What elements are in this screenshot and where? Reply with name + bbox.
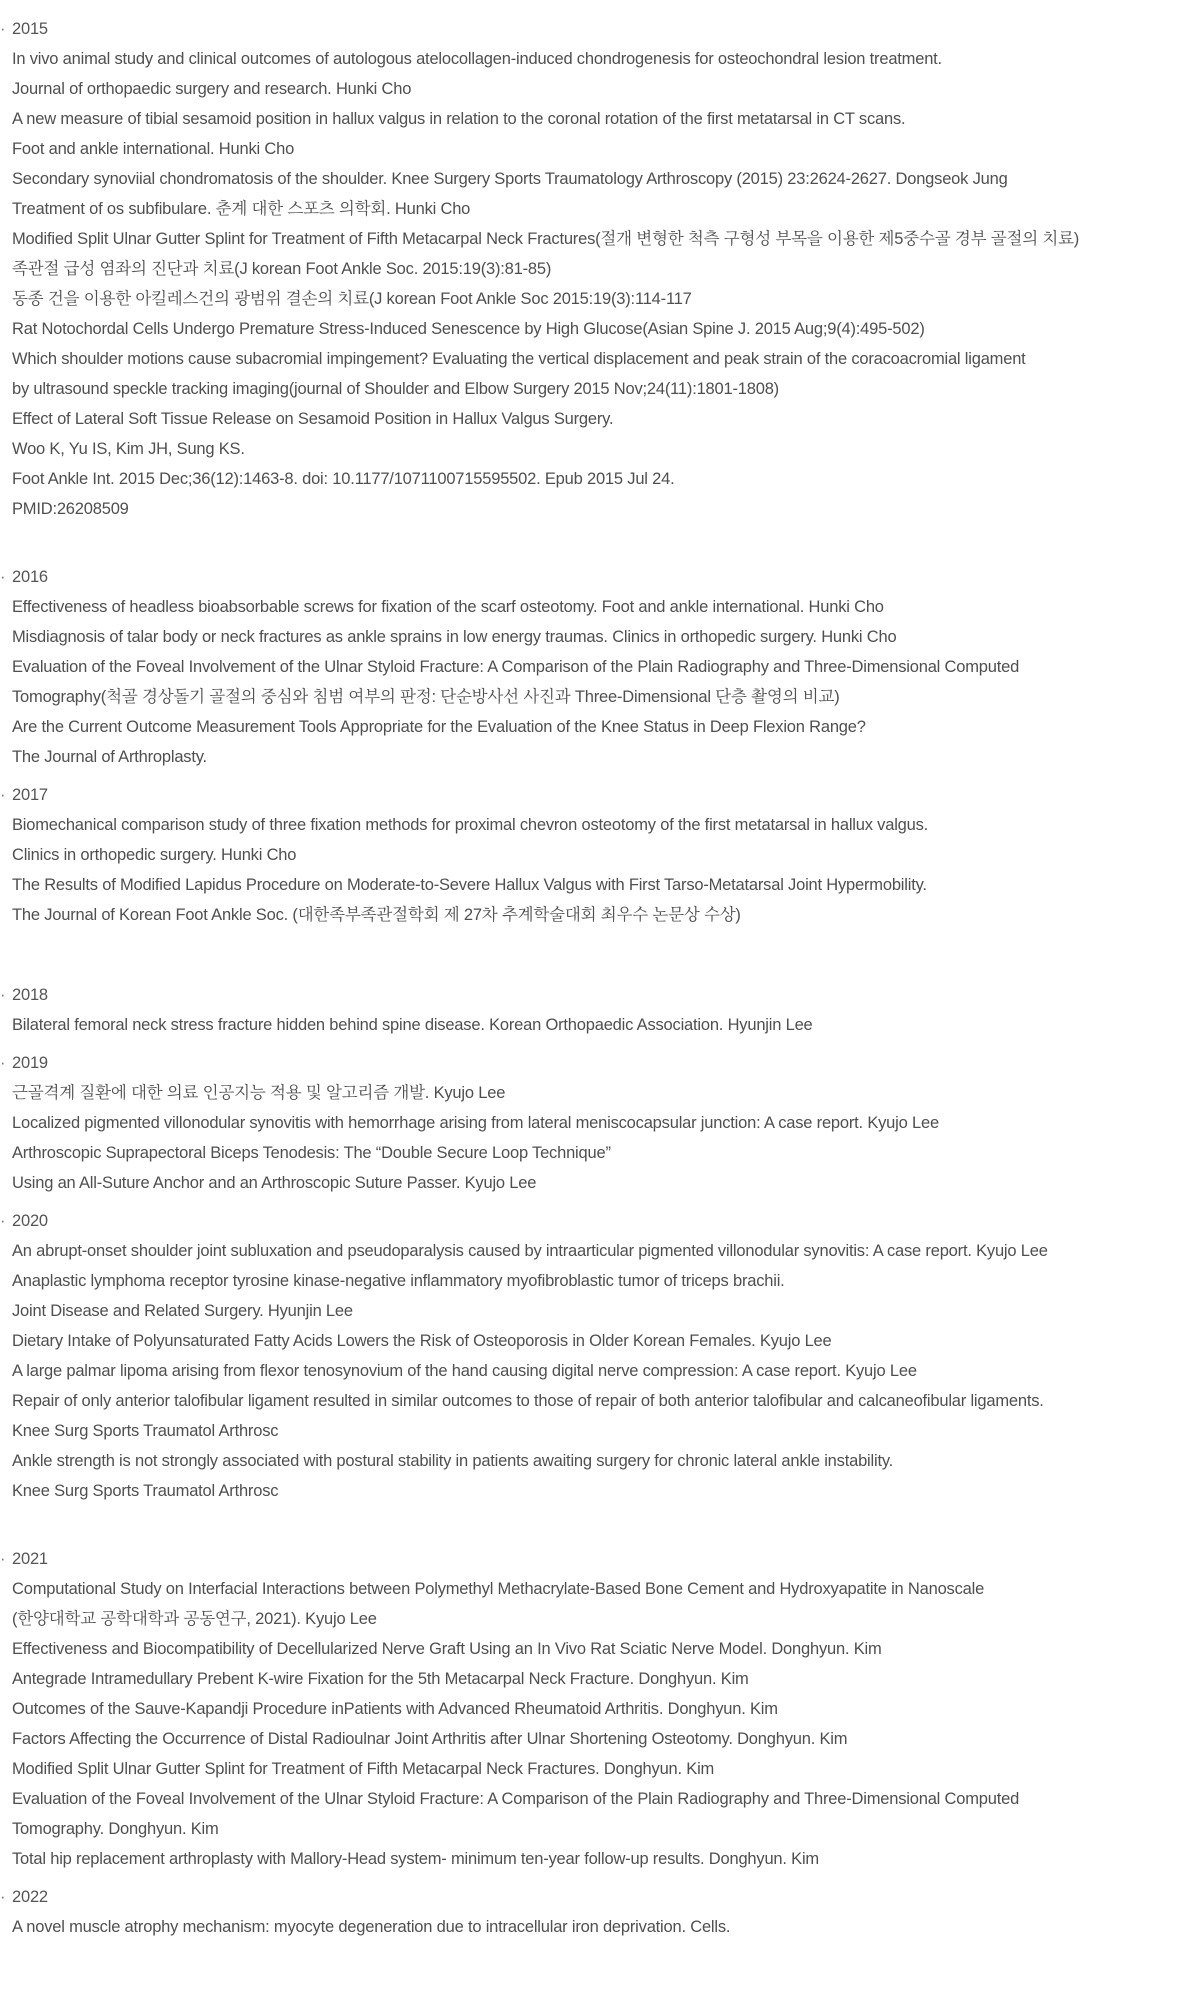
entry-list — [0, 1574, 1200, 1874]
year-heading — [0, 1206, 1200, 1236]
section-spacer — [0, 772, 1200, 780]
list-item: Clinics in orthopedic surgery. Hunki Cho — [12, 846, 297, 864]
list-item: Bilateral femoral neck stress fracture hidden behind spine disease. Korean Orthopaedic Association. Hyunjin Lee — [12, 1016, 813, 1034]
list-item: Anaplastic lymphoma receptor tyrosine kinase-negative inflammatory myofibroblastic tumor of triceps brachii. — [12, 1272, 785, 1290]
list-item: Effect of Lateral Soft Tissue Release on Sesamoid Position in Hallux Valgus Surgery. — [12, 410, 614, 428]
entry-list — [0, 592, 1200, 772]
entry-list — [0, 1912, 1200, 1942]
list-item: Biomechanical comparison study of three fixation methods for proximal chevron osteotomy of the first metatarsal in hallux valgus. — [12, 816, 929, 834]
list-item: Modified Split Ulnar Gutter Splint for Treatment of Fifth Metacarpal Neck Fractures(절개 변형한 척측 구형성 부목을 이용한 제5중수골 경부 골절의 치료) — [12, 230, 1080, 248]
section-spacer — [0, 930, 1200, 980]
entry-list — [0, 44, 1200, 524]
list-item: Rat Notochordal Cells Undergo Premature Stress-Induced Senescence by High Glucose(Asian Spine J. 2015 Aug;9(4):495-502) — [12, 320, 925, 338]
list-item: Computational Study on Interfacial Interactions between Polymethyl Methacrylate-Based Bone Cement and Hydroxyapatite in Nanoscale — [12, 1580, 985, 1598]
year-label: 2016 — [12, 568, 48, 586]
list-item: Secondary synoviial chondromatosis of the shoulder. Knee Surgery Sports Traumatology Arthroscopy (2015) 23:2624-2627. Dongseok Jung — [12, 170, 1008, 188]
year-heading — [0, 780, 1200, 810]
list-item: Arthroscopic Suprapectoral Biceps Tenodesis: The “Double Secure Loop Technique” — [12, 1144, 611, 1162]
list-item: Localized pigmented villonodular synovitis with hemorrhage arising from lateral meniscocapsular junction: A case report. Kyujo Lee — [12, 1114, 939, 1132]
list-item: Journal of orthopaedic surgery and research. Hunki Cho — [12, 80, 412, 98]
list-item: by ultrasound speckle tracking imaging(journal of Shoulder and Elbow Surgery 2015 Nov;24(11):1801-1808) — [12, 380, 779, 398]
section-spacer — [0, 1874, 1200, 1882]
list-item: Factors Affecting the Occurrence of Distal Radioulnar Joint Arthritis after Ulnar Shortening Osteotomy. Donghyun. Kim — [12, 1730, 848, 1748]
year-section-2016 — [0, 562, 1200, 772]
entry-list — [0, 1236, 1200, 1506]
year-heading — [0, 1544, 1200, 1574]
section-spacer — [0, 1040, 1200, 1048]
list-item: Effectiveness of headless bioabsorbable screws for fixation of the scarf osteotomy. Foot and ankle international. Hunki Cho — [12, 598, 884, 616]
entry-list — [0, 1078, 1200, 1198]
bullet-dot-icon: · — [0, 1550, 6, 1568]
list-item: 근골격계 질환에 대한 의료 인공지능 적용 및 알고리즘 개발. Kyujo Lee — [12, 1084, 506, 1102]
list-item: 족관절 급성 염좌의 진단과 치료(J korean Foot Ankle Soc. 2015:19(3):81-85) — [12, 260, 552, 278]
year-section-2021 — [0, 1544, 1200, 1874]
list-item: (한양대학교 공학대학과 공동연구, 2021). Kyujo Lee — [12, 1610, 377, 1628]
list-item: Total hip replacement arthroplasty with Mallory-Head system- minimum ten-year follow-up results. Donghyun. Kim — [12, 1850, 819, 1868]
list-item: PMID:26208509 — [12, 500, 129, 518]
list-item: Joint Disease and Related Surgery. Hyunjin Lee — [12, 1302, 353, 1320]
list-item: Woo K, Yu IS, Kim JH, Sung KS. — [12, 440, 245, 458]
year-label: 2015 — [12, 20, 48, 38]
list-item: Foot and ankle international. Hunki Cho — [12, 140, 295, 158]
list-item: Modified Split Ulnar Gutter Splint for Treatment of Fifth Metacarpal Neck Fractures. Donghyun. Kim — [12, 1760, 715, 1778]
year-label: 2017 — [12, 786, 48, 804]
list-item: A large palmar lipoma arising from flexor tenosynovium of the hand causing digital nerve compression: A case report. Kyujo Lee — [12, 1362, 917, 1380]
bullet-dot-icon: · — [0, 20, 6, 38]
section-spacer — [0, 524, 1200, 562]
list-item: Outcomes of the Sauve-Kapandji Procedure inPatients with Advanced Rheumatoid Arthritis. Donghyun. Kim — [12, 1700, 778, 1718]
bullet-dot-icon: · — [0, 1212, 6, 1230]
list-item: Using an All-Suture Anchor and an Arthroscopic Suture Passer. Kyujo Lee — [12, 1174, 537, 1192]
section-spacer — [0, 1506, 1200, 1544]
year-label: 2020 — [12, 1212, 48, 1230]
year-heading — [0, 14, 1200, 44]
list-item: Repair of only anterior talofibular ligament resulted in similar outcomes to those of repair of both anterior talofibular and calcaneofibular ligaments. — [12, 1392, 1044, 1410]
bullet-dot-icon: · — [0, 1054, 6, 1072]
section-spacer — [0, 1198, 1200, 1206]
list-item: A novel muscle atrophy mechanism: myocyte degeneration due to intracellular iron deprivation. Cells. — [12, 1918, 731, 1936]
list-item: Ankle strength is not strongly associated with postural stability in patients awaiting surgery for chronic lateral ankle instability. — [12, 1452, 894, 1470]
year-heading — [0, 980, 1200, 1010]
year-label: 2018 — [12, 986, 48, 1004]
year-section-2022 — [0, 1882, 1200, 1942]
year-label: 2022 — [12, 1888, 48, 1906]
year-section-2019 — [0, 1048, 1200, 1198]
year-heading — [0, 562, 1200, 592]
list-item: Foot Ankle Int. 2015 Dec;36(12):1463-8. doi: 10.1177/1071100715595502. Epub 2015 Jul 24. — [12, 470, 675, 488]
list-item: Knee Surg Sports Traumatol Arthrosc — [12, 1422, 279, 1440]
list-item: Evaluation of the Foveal Involvement of the Ulnar Styloid Fracture: A Comparison of the Plain Radiography and Three-Dimensional Computed — [12, 1790, 1020, 1808]
year-heading — [0, 1048, 1200, 1078]
list-item: Tomography. Donghyun. Kim — [12, 1820, 219, 1838]
list-item: The Results of Modified Lapidus Procedure on Moderate-to-Severe Hallux Valgus with First Tarso-Metatarsal Joint Hypermobility. — [12, 876, 927, 894]
entry-list — [0, 810, 1200, 930]
list-item: The Journal of Korean Foot Ankle Soc. (대한족부족관절학회 제 27차 추계학술대회 최우수 논문상 수상) — [12, 906, 741, 924]
bullet-dot-icon: · — [0, 1888, 6, 1906]
list-item: Tomography(척골 경상돌기 골절의 중심와 침범 여부의 판정: 단순방사선 사진과 Three-Dimensional 단층 촬영의 비교) — [12, 688, 840, 706]
list-item: Knee Surg Sports Traumatol Arthrosc — [12, 1482, 279, 1500]
list-item: 동종 건을 이용한 아킬레스건의 광범위 결손의 치료(J korean Foot Ankle Soc 2015:19(3):114-117 — [12, 290, 692, 308]
list-item: An abrupt-onset shoulder joint subluxation and pseudoparalysis caused by intraarticular pigmented villonodular synovitis: A case report. Kyujo Lee — [12, 1242, 1048, 1260]
year-label: 2019 — [12, 1054, 48, 1072]
year-section-2015 — [0, 14, 1200, 524]
year-heading — [0, 1882, 1200, 1912]
list-item: Which shoulder motions cause subacromial impingement? Evaluating the vertical displacement and peak strain of the coracoacromial ligament — [12, 350, 1026, 368]
bullet-dot-icon: · — [0, 568, 6, 586]
bullet-dot-icon: · — [0, 986, 6, 1004]
list-item: The Journal of Arthroplasty. — [12, 748, 207, 766]
year-section-2018 — [0, 980, 1200, 1040]
list-item: Antegrade Intramedullary Prebent K-wire Fixation for the 5th Metacarpal Neck Fracture. Donghyun. Kim — [12, 1670, 749, 1688]
list-item: Effectiveness and Biocompatibility of Decellularized Nerve Graft Using an In Vivo Rat Sciatic Nerve Model. Donghyun. Kim — [12, 1640, 882, 1658]
year-section-2017 — [0, 780, 1200, 930]
list-item: Dietary Intake of Polyunsaturated Fatty Acids Lowers the Risk of Osteoporosis in Older Korean Females. Kyujo Lee — [12, 1332, 832, 1350]
entry-list — [0, 1010, 1200, 1040]
list-item: Are the Current Outcome Measurement Tools Appropriate for the Evaluation of the Knee Status in Deep Flexion Range? — [12, 718, 866, 736]
year-section-2020 — [0, 1206, 1200, 1506]
list-item: Evaluation of the Foveal Involvement of the Ulnar Styloid Fracture: A Comparison of the Plain Radiography and Three-Dimensional Computed — [12, 658, 1020, 676]
list-item: In vivo animal study and clinical outcomes of autologous atelocollagen-induced chondrogenesis for osteochondral lesion treatment. — [12, 50, 942, 68]
list-item: Treatment of os subfibulare. 춘계 대한 스포츠 의학회. Hunki Cho — [12, 200, 471, 218]
year-label: 2021 — [12, 1550, 48, 1568]
bullet-dot-icon: · — [0, 786, 6, 804]
list-item: Misdiagnosis of talar body or neck fractures as ankle sprains in low energy traumas. Clinics in orthopedic surgery. Hunki Cho — [12, 628, 897, 646]
list-item: A new measure of tibial sesamoid position in hallux valgus in relation to the coronal rotation of the first metatarsal in CT scans. — [12, 110, 906, 128]
